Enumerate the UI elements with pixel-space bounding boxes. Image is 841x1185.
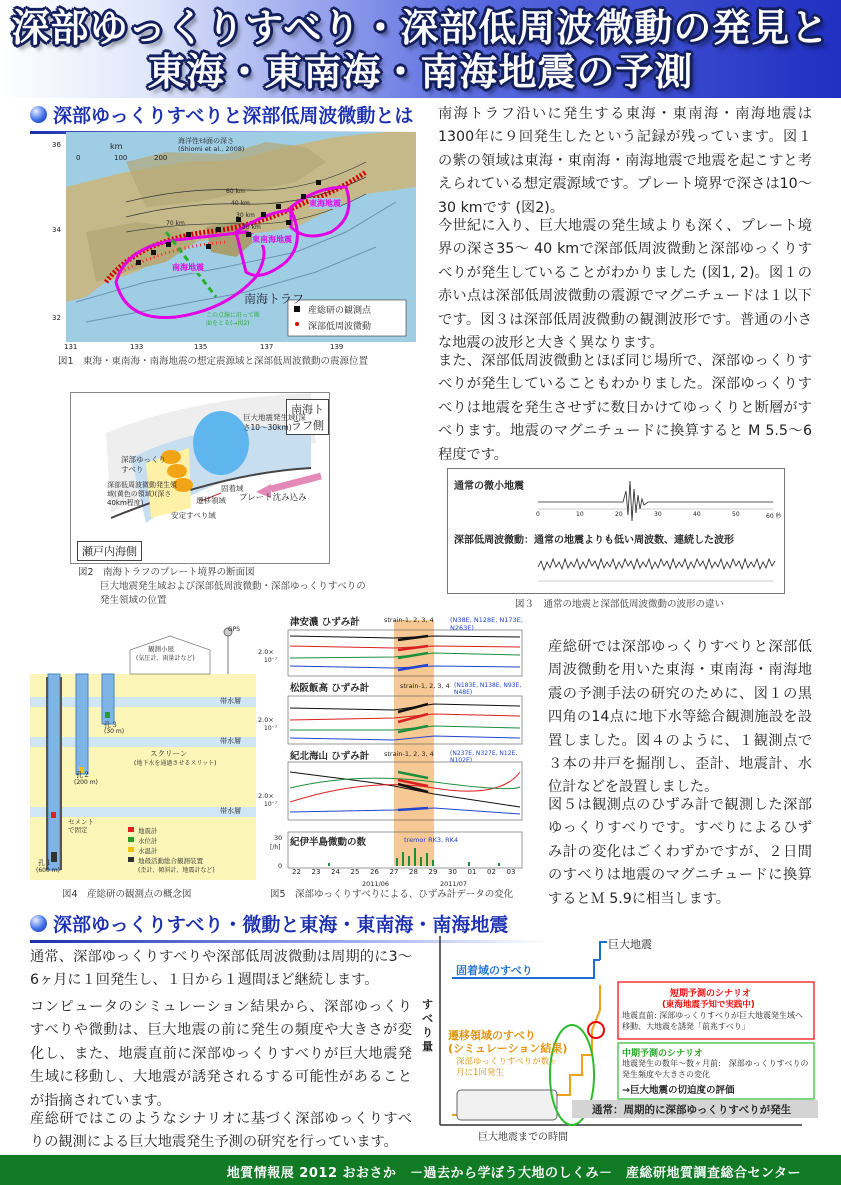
fig5-day-tick: 28 <box>409 868 418 876</box>
fig6-mid-body: 地震発生の数年～数ヶ月前: 深部ゆっくりすべりの発生頻度や大きさの変化 <box>622 1059 809 1079</box>
lon-137: 137 <box>260 343 274 351</box>
fig2-plate-label: プレート沈み込み <box>239 493 307 503</box>
fig5-panel4-tremor: tremor RK3, RK4 <box>404 836 459 844</box>
fig5-panel2-title: 松阪飯高 ひずみ計 <box>290 683 370 694</box>
map-depth-src: (Shiomi et al., 2008) <box>178 145 245 153</box>
map-c70: 70 km <box>166 220 185 227</box>
fig5-panel2-strain: strain-1, 2, 3, 4 <box>400 682 450 690</box>
fig4-hut: 観測小屋 <box>148 645 174 653</box>
fig6-short-title: 短期予測のシナリオ <box>670 989 751 999</box>
fig4-legend-seismometer: 地震計 <box>138 827 158 835</box>
title-line-2: 東海・東南海・南海地震の予測 <box>147 50 694 94</box>
fig2-stable-label: 安定すべり域 <box>171 511 216 520</box>
fig5-scale-exp-2: 10⁻⁷ <box>264 725 278 732</box>
fig5-scale-2: 2.0× <box>258 716 274 724</box>
fig5-panel3-strain: strain-1, 2, 3, 4 <box>384 750 434 758</box>
figure-5-caption: 図5 深部ゆっくりすべりによる、ひずみ計データの変化 <box>270 889 514 900</box>
fig4-cement: セメントで固定 <box>68 818 94 834</box>
figure-1-caption: 図1 東海・東南海・南海地震の想定震源域と深部低周波微動の震源位置 <box>58 356 369 367</box>
fig4-hole3-depth: (30 m) <box>104 728 125 735</box>
fig4-gps: GPS <box>228 626 241 633</box>
fig2-setouchi-side: 瀬戸内海側 <box>77 541 142 561</box>
fig5-panel1-title: 津安濃 ひずみ計 <box>290 617 360 628</box>
fig4-legend-water-level: 水位計 <box>138 837 158 845</box>
fig5-yunit: [/h] <box>270 844 281 851</box>
fig6-short-body: 地震直前: 深部ゆっくりすべりが巨大地震発生域へ移動、大地震を誘発「前兆すべり」 <box>622 1011 803 1031</box>
section2-paragraph-3: 産総研ではこのようなシナリオに基づく深部ゆっくりすべりの観測による巨大地震発生予測の研究を行っています。 <box>30 1111 412 1151</box>
fig3-label-earthquake: 通常の微小地震 <box>454 481 524 492</box>
fig5-scale-exp-1: 10⁻⁷ <box>264 657 278 664</box>
fig5-day-tick: 01 <box>467 868 477 876</box>
fig2-nankai-side: 南海トラフ側 <box>286 399 329 435</box>
fig4-screen-sub: (地下水を通過させるスリット) <box>134 760 217 767</box>
fig3-label-tremor: 深部低周波微動：通常の地震よりも低い周波数、連続した波形 <box>454 535 734 546</box>
fig3-t50: 50 <box>732 511 740 518</box>
fig5-panel3-components: (N237E, N327E, N12E, N102E) <box>450 750 518 764</box>
map-c30: 30 km <box>236 212 255 219</box>
fig2-locked-label: 固着域 <box>221 484 244 493</box>
map-tonankai-label: 東南海地震 <box>252 235 292 244</box>
fig4-hole2-depth: (200 m) <box>74 779 98 786</box>
fig6-giant: 巨大地震 <box>608 938 652 951</box>
fig3-t30: 30 <box>654 511 662 518</box>
fig5-day-tick: 29 <box>428 868 438 876</box>
fig6-mid-title: 中期予測のシナリオ <box>622 1049 703 1059</box>
fig4-legend-instrument: 地殻活動総合観測装置 <box>138 857 203 865</box>
fig4-hole3: 孔３ <box>104 721 118 729</box>
fig2-slow-label: 深部ゆっくりすべり <box>121 455 166 474</box>
fig2-transition-label: 遷移領域 <box>196 496 226 505</box>
section1-paragraph-1: 南海トラフ沿いに発生する東海・東南海・南海地震は1300年に９回発生したという記録が残っています。図１の紫の領域は東海・東南海・南海地震で地震を起こすと考えられている想定震源域です。プレート境界で深さは10～30 kmです (図2)。 <box>438 106 812 216</box>
fig5-day-tick: 25 <box>350 868 360 876</box>
fig5-panel1-strain: strain-1, 2, 3, 4 <box>384 616 434 624</box>
section1-paragraph-5: 図５は観測点のひずみ計で観測した深部ゆっくりすべりです。すべりによるひずみ計の変化はごくわずかですが、２日間のすべりは地震のマグニチュードに換算するとＭ 5.9に相当します。 <box>548 797 812 907</box>
section2-heading: 深部ゆっくりすべり・微動と東海・東南海・南海地震 <box>53 914 509 936</box>
fig5-month-2: 2011/07 <box>440 880 468 888</box>
fig4-hole1-depth: (600 m) <box>36 867 60 874</box>
fig6-slow-note: 深部ゆっくりすべりが数ヶ月に1回発生 <box>456 1057 558 1078</box>
fig6-mid-eval: →巨大地震の切迫度の評価 <box>622 1085 735 1096</box>
figure-2-cross-section <box>70 392 330 564</box>
map-trough-label: 南海トラフ <box>244 292 305 306</box>
map-c60: 60 km <box>226 188 245 195</box>
fig3-t0: 0 <box>536 511 540 518</box>
lon-131: 131 <box>64 343 78 351</box>
scenario-diagram <box>422 930 822 1145</box>
section2-paragraph-1: 通常、深部ゆっくりすべりや深部低周波微動は周期的に3～6ヶ月に１回発生し、１日から１週間ほど継続します。 <box>30 949 412 989</box>
section1-paragraph-2: 今世紀に入り、巨大地震の発生域よりも深く、プレート境界の深さ35～ 40 kmで深部低周波微動と深部ゆっくりすべりが発生していることがわかりました (図1, 2)。図１の赤い点は深部低周波微動の震源でマグニチュードは１以下です。図３は深部低周波微動の観測波形です。普通の小さな地震の波形と大きく異なります。 <box>438 218 812 352</box>
fig5-day-tick: 22 <box>292 868 301 876</box>
fig5-day-tick: 30 <box>448 868 457 876</box>
fig3-t60: 60 秒 <box>766 513 782 520</box>
section2-paragraph-2: コンピュータのシミュレーション結果から、深部ゆっくりすべりや微動は、巨大地震の前に発生の頻度や大きさが変化し、また、地震直前に深部ゆっくりすべりが巨大地震発生域に移動し、大地震が誘発されるする可能性があることが指摘されています。 <box>30 999 412 1109</box>
fig5-month-1: 2011/06 <box>362 880 390 888</box>
figure-5-strain-chart <box>258 612 532 880</box>
fig5-day-tick: 02 <box>487 868 496 876</box>
map-km0: 0 <box>76 154 81 162</box>
map-tokai-label: 東海地震 <box>309 199 341 208</box>
map-legend-square: 産総研の観測点 <box>308 306 372 316</box>
section1-paragraph-3: また、深部低周波微動とほぼ同じ場所で、深部ゆっくりすべりが発生していることもわかりました。深部ゆっくりすべりは地震を発生させずに数日かけてゆっくりと断層がすべります。地震のマグニチュードに換算すると M 5.5～6程度です。 <box>438 353 812 463</box>
fig5-scale-3: 2.0× <box>258 792 274 800</box>
fig3-t40: 40 <box>693 511 701 518</box>
lat-32: 32 <box>52 314 61 322</box>
fig5-panel1-components: (N38E, N128E, N173E, N263E) <box>450 616 523 632</box>
section1-heading: 深部ゆっくりすべりと深部低周波微動とは <box>53 105 414 127</box>
fig5-day-tick: 26 <box>370 868 379 876</box>
fig4-hole1: 孔１ <box>38 859 52 867</box>
bullet-icon <box>30 915 47 932</box>
map-nankai-label: 南海地震 <box>172 263 204 272</box>
lat-36: 36 <box>52 141 61 149</box>
fig5-day-tick: 23 <box>311 868 321 876</box>
fig4-aquifer-1: 帯水層 <box>220 697 241 705</box>
fig4-aquifer-2: 帯水層 <box>220 737 241 745</box>
fig5-panel3-title: 紀北海山 ひずみ計 <box>290 751 370 762</box>
map-km: km <box>110 142 123 151</box>
fig4-aquifer-3: 帯水層 <box>220 807 241 815</box>
fig6-locked: 固着域のすべり <box>456 964 533 977</box>
fig5-day-tick: 27 <box>389 868 399 876</box>
title-banner <box>0 0 841 98</box>
fig6-transition-sub: (シミュレーション結果) <box>448 1042 568 1055</box>
map-c40: 40 km <box>231 200 250 207</box>
fig6-transition: 遷移領域のすべり <box>448 1029 536 1042</box>
title-line-1: 深部ゆっくりすべり・深部低周波微動の発見と <box>11 6 830 50</box>
fig2-giant-label: 巨大地震発生域(深さ10～30km) <box>243 413 306 432</box>
map-profile-note: この点線に沿って断面をとる(→図2) <box>206 312 261 327</box>
fig6-xlabel: 巨大地震までの時間 <box>478 1132 568 1143</box>
section1-paragraph-4: 産総研では深部ゆっくりすべりと深部低周波微動を用いた東海・東南海・南海地震の予測手法の研究のために、図１の黒四角の14点に地下水等総合観測施設を設置しました。図４のように、１観測点で３本の井戸を掘削し、歪計、地震計、水位計などを設置しました。 <box>548 639 812 796</box>
figure-2-caption-2: 巨大地震発生域および深部低周波微動・深部ゆっくりすべりの <box>100 581 366 592</box>
map-km200: 200 <box>154 154 168 162</box>
map-km100: 100 <box>114 154 128 162</box>
lon-139: 139 <box>330 343 344 351</box>
fig4-hole2: 孔２ <box>76 771 90 779</box>
figure-3-caption: 図３ 通常の地震と深部低周波微動の波形の違い <box>515 599 725 610</box>
fig6-short-sub: (東海地震予知で実践中) <box>662 1000 755 1010</box>
fig6-ylabel: すべり量 <box>422 998 433 1053</box>
lon-135: 135 <box>194 343 208 351</box>
fig3-t10: 10 <box>576 511 584 518</box>
fig5-y0: 0 <box>278 862 283 870</box>
fig2-tremor-label: 深部低周波微動発生領域(黄色の領域)(深さ40km程度) <box>107 481 177 507</box>
figure-2-caption-1: 図2 南海トラフのプレート境界の断面図 <box>78 567 255 578</box>
fig4-legend-instrument-sub: (歪計、傾斜計、地震計など) <box>138 867 215 874</box>
figure-1-map <box>66 132 416 342</box>
lon-133: 133 <box>130 343 144 351</box>
figure-4-station-diagram <box>30 622 256 880</box>
bullet-icon <box>30 106 47 123</box>
figure-4-caption: 図4 産総研の観測点の概念図 <box>62 889 192 900</box>
lat-34: 34 <box>52 226 61 234</box>
figure-3-waveforms <box>447 468 785 594</box>
fig4-screen: スクリーン <box>150 749 188 758</box>
map-c20: 20 km <box>242 224 261 231</box>
footer-bar <box>0 1155 841 1185</box>
fig5-panel2-components: (N183E, N138E, N93E, N48E) <box>454 682 522 696</box>
fig3-t20: 20 <box>615 511 623 518</box>
fig5-day-axis <box>288 868 522 878</box>
fig5-panel4-title: 紀伊半島微動の数 <box>290 837 367 848</box>
fig5-y30: 30 <box>274 834 283 842</box>
fig5-day-tick: 03 <box>506 868 516 876</box>
fig4-legend-water-temp: 水温計 <box>138 847 158 855</box>
fig4-hut-sub: (気圧計、雨量計など) <box>136 655 195 662</box>
footer-text: 地質情報展 2012 おおさか －過去から学ぼう大地のしくみ－ 産総研地質調査総合センター <box>226 1166 801 1181</box>
fig5-scale-1: 2.0× <box>258 648 274 656</box>
fig6-normal: 通常：周期的に深部ゆっくりすべりが発生 <box>592 1104 792 1116</box>
fig5-scale-exp-3: 10⁻⁷ <box>264 801 278 808</box>
section1-header <box>30 101 420 134</box>
fig5-day-tick: 24 <box>331 868 340 876</box>
map-depth-legend: 海洋性ﾓﾎ面の深さ <box>178 137 234 145</box>
figure-2-caption-3: 発生領域の位置 <box>100 595 167 606</box>
map-legend-dot: 深部低周波微動 <box>308 322 372 332</box>
